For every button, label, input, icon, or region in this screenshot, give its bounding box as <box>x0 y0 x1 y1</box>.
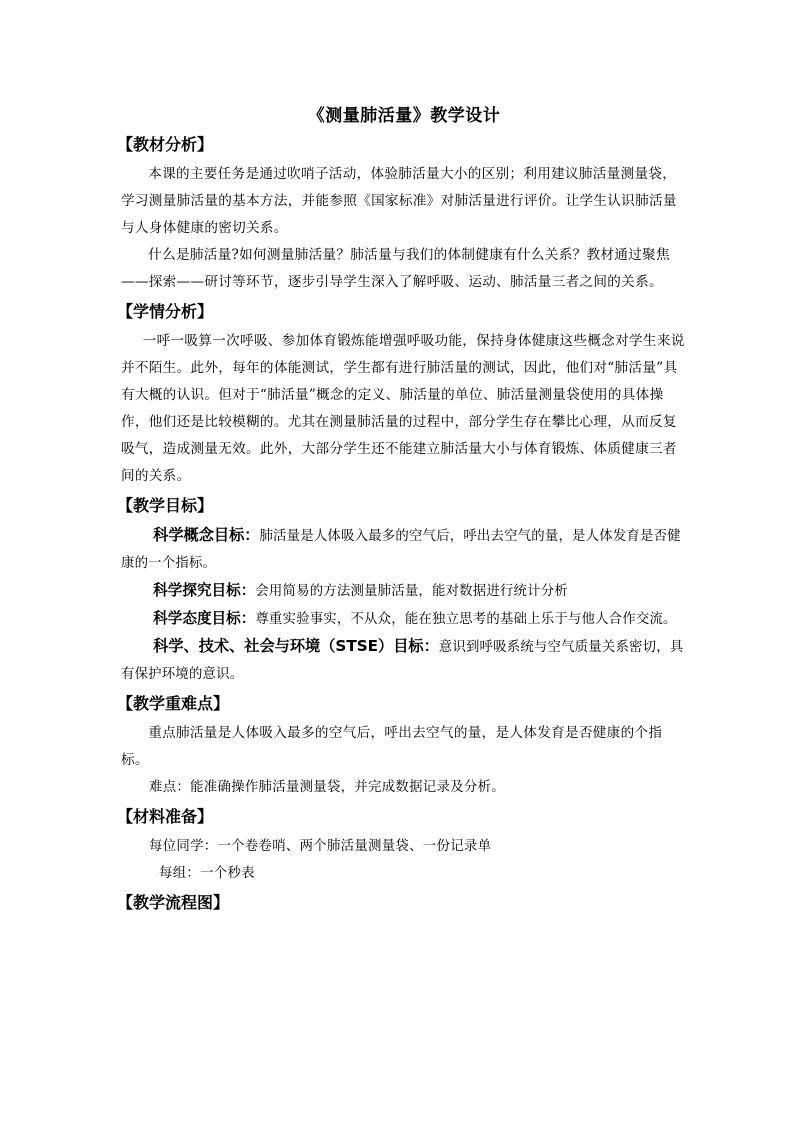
goal-attitude <box>121 605 687 633</box>
materials-per-student: 每位同学：一个卷卷哨、两个肺活量测量袋、一份记录单 <box>149 839 492 854</box>
goal-concept-text: 肺活量是人体吸入最多的空气后，呼出去空气的量，是人体发育是否健康的一个指标。 <box>121 529 681 571</box>
goal-inquiry-text: 会用简易的方法测量肺活量，能对数据进行统计分析 <box>255 584 568 599</box>
goal-attitude-label: 科学态度目标： <box>153 610 256 627</box>
material-analysis-paragraph-2: 什么是肺活量?如何测量肺活量？肺活量与我们的体制健康有什么关系？教材通过聚焦——探索——研讨等环节，逐步引导学生深入了解呼吸、运动、肺活量三者之间的关系。 <box>121 247 670 290</box>
goal-stse <box>121 633 687 688</box>
materials-per-group: 每组：一个秒表 <box>159 866 255 881</box>
document-body <box>117 103 687 919</box>
goal-concept <box>121 522 687 577</box>
heading-materials: 【材料准备】 <box>117 807 214 826</box>
material-analysis-paragraph-1: 本课的主要任务是通过吹哨子活动，体验肺活量大小的区别；利用建议肺活量测量袋，学习测量肺活量的基本方法，并能参照《国家标准》对肺活量进行评价。让学生认识肺活量与人身体健康的密切关系。 <box>121 166 677 236</box>
goal-stse-text: 意识到呼吸系统与空气质量关系密切，具有保护环境的意识。 <box>121 640 684 682</box>
goal-concept-label: 科学概念目标： <box>153 526 260 544</box>
heading-teaching-goals: 【教学目标】 <box>117 496 214 515</box>
difficulty-text: 难点：能准确操作肺活量测量袋，并完成数据记录及分析。 <box>149 780 505 795</box>
student-analysis-paragraph: 一呼一吸算一次呼吸、参加体育锻炼能增强呼吸功能，保持身体健康这些概念对学生来说并不陌生。此外，每年的体能测试，学生都有进行肺活量的测试，因此，他们对“肺活量”具有大概的认识。但对于“肺活量”概念的定义、肺活量的单位、肺活量测量袋使用的具体操作，他们还是比较模糊的。尤其在测量肺活量的过程中，部分学生存在攀比心理，从而反复吸气，造成测量无效。此外，大部分学生还不能建立肺活量大小与体育锻炼、体质健康三者间的关系。 <box>121 333 685 484</box>
heading-teaching-flow: 【教学流程图】 <box>117 893 230 912</box>
page-title: 《测量肺活量》教学设计 <box>307 106 501 126</box>
goal-attitude-text: 尊重实验事实，不从众，能在独立思考的基础上乐于与他人合作交流。 <box>255 612 677 627</box>
goal-inquiry-label: 科学探究目标： <box>153 582 256 599</box>
heading-key-points: 【教学重难点】 <box>117 694 230 713</box>
goal-stse-label: 科学、技术、社会与环境（STSE）目标： <box>153 637 439 655</box>
goal-inquiry <box>121 577 687 605</box>
heading-material-analysis: 【教材分析】 <box>117 135 214 154</box>
heading-student-analysis: 【学情分析】 <box>117 302 214 321</box>
key-point-text: 重点肺活量是人体吸入最多的空气后，呼出去空气的量，是人体发育是否健康的个指标。 <box>121 725 663 768</box>
